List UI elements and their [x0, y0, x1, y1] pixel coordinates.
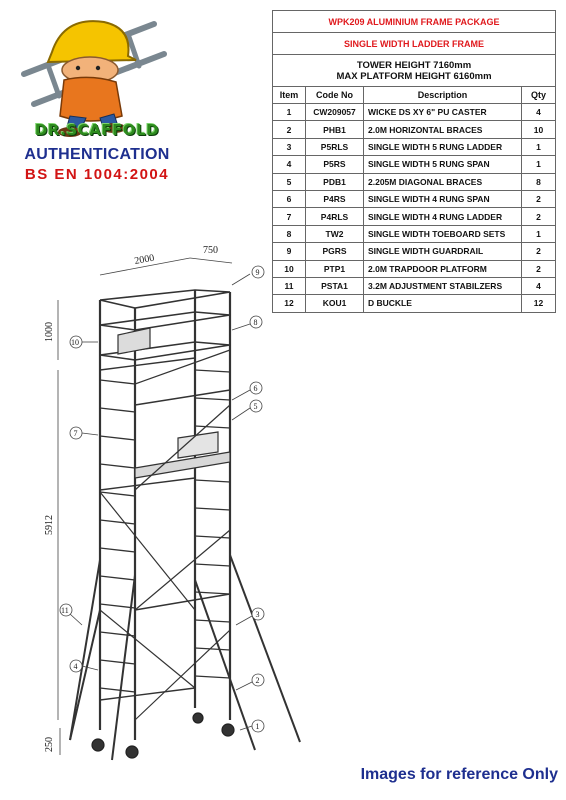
cell-item: 4	[273, 156, 306, 173]
cell-code: CW209057	[306, 104, 364, 121]
cell-description: SINGLE WIDTH GUARDRAIL	[364, 243, 522, 260]
header-item: Item	[273, 87, 306, 104]
table-row	[273, 156, 556, 173]
cell-code: P5RLS	[306, 138, 364, 155]
table-row	[273, 121, 556, 138]
cell-code: P4RS	[306, 190, 364, 207]
cell-qty: 12	[522, 295, 556, 312]
cell-code: TW2	[306, 225, 364, 242]
dim-base: 250	[44, 737, 55, 752]
header-code: Code No	[306, 87, 364, 104]
callout-4: 4	[73, 662, 78, 671]
callout-3: 3	[255, 610, 260, 619]
dim-width: 750	[203, 245, 218, 256]
dim-length: 2000	[133, 252, 156, 267]
cell-item: 11	[273, 277, 306, 294]
callout-9: 9	[255, 268, 260, 277]
cell-code: PGRS	[306, 243, 364, 260]
cell-description: SINGLE WIDTH 4 RUNG SPAN	[364, 190, 522, 207]
cell-code: KOU1	[306, 295, 364, 312]
cell-code: PDB1	[306, 173, 364, 190]
platform-height: MAX PLATFORM HEIGHT 6160mm	[336, 70, 492, 82]
standard-label: BS EN 1004:2004	[24, 166, 170, 183]
cell-qty: 2	[522, 190, 556, 207]
cell-code: P4RLS	[306, 208, 364, 225]
table-row	[273, 173, 556, 190]
cell-item: 8	[273, 225, 306, 242]
cell-qty: 2	[522, 208, 556, 225]
cell-code: PTP1	[306, 260, 364, 277]
reference-disclaimer: Images for reference Only	[360, 766, 558, 783]
cell-description: 3.2M ADJUSTMENT STABILZERS	[364, 277, 522, 294]
table-header-row	[273, 87, 556, 104]
callout-11: 11	[61, 606, 69, 615]
callout-6: 6	[253, 384, 258, 393]
diagonal-braces	[100, 350, 230, 720]
package-title: WPK209 ALUMINIUM FRAME PACKAGE	[273, 11, 556, 33]
cell-qty: 1	[522, 225, 556, 242]
table-row	[273, 190, 556, 207]
height-specs	[273, 55, 556, 87]
cell-qty: 10	[522, 121, 556, 138]
dim-guardrail: 1000	[44, 322, 55, 342]
header-description: Description	[364, 87, 522, 104]
cell-code: PSTA1	[306, 277, 364, 294]
cell-item: 5	[273, 173, 306, 190]
cell-qty: 2	[522, 243, 556, 260]
brand-name: DR.SCAFFOLD	[34, 121, 160, 139]
cell-description: SINGLE WIDTH 5 RUNG SPAN	[364, 156, 522, 173]
cell-description: D BUCKLE	[364, 295, 522, 312]
cell-description: WICKE DS XY 6" PU CASTER	[364, 104, 522, 121]
cell-description: SINGLE WIDTH TOEBOARD SETS	[364, 225, 522, 242]
ladder-rungs	[100, 370, 230, 692]
cell-description: 2.0M HORIZONTAL BRACES	[364, 121, 522, 138]
callout-5: 5	[253, 402, 258, 411]
cell-qty: 8	[522, 173, 556, 190]
callout-2: 2	[255, 676, 260, 685]
cell-item: 1	[273, 104, 306, 121]
cell-qty: 4	[522, 104, 556, 121]
cell-qty: 4	[522, 277, 556, 294]
stabilizers	[70, 555, 300, 760]
cell-item: 10	[273, 260, 306, 277]
cell-description: 2.0M TRAPDOOR PLATFORM	[364, 260, 522, 277]
callout-10: 10	[71, 338, 79, 347]
cell-item: 7	[273, 208, 306, 225]
top-platform	[118, 328, 150, 354]
frame-subtitle: SINGLE WIDTH LADDER FRAME	[273, 33, 556, 55]
header-qty: Qty	[522, 87, 556, 104]
cell-description: SINGLE WIDTH 5 RUNG LADDER	[364, 138, 522, 155]
toeboard	[178, 432, 218, 458]
callout-7: 7	[73, 429, 78, 438]
callout-8: 8	[253, 318, 258, 327]
cell-item: 9	[273, 243, 306, 260]
cell-code: PHB1	[306, 121, 364, 138]
tower-height: TOWER HEIGHT 7160mm	[356, 59, 472, 71]
callout-1: 1	[255, 722, 260, 731]
cell-description: 2.205M DIAGONAL BRACES	[364, 173, 522, 190]
table-row	[273, 138, 556, 155]
cell-item: 3	[273, 138, 306, 155]
cell-qty: 2	[522, 260, 556, 277]
cell-code: P5RS	[306, 156, 364, 173]
cell-description: SINGLE WIDTH 4 RUNG LADDER	[364, 208, 522, 225]
authentication-title: AUTHENTICATION	[24, 146, 170, 163]
cell-item: 12	[273, 295, 306, 312]
scaffold-tower-drawing	[0, 230, 340, 770]
cell-qty: 1	[522, 156, 556, 173]
dim-height: 5912	[44, 515, 55, 535]
cell-qty: 1	[522, 138, 556, 155]
hard-hat-icon	[48, 21, 136, 62]
table-row	[273, 208, 556, 225]
table-row	[273, 104, 556, 121]
cell-item: 2	[273, 121, 306, 138]
cell-item: 6	[273, 190, 306, 207]
callout-markers	[60, 266, 264, 732]
